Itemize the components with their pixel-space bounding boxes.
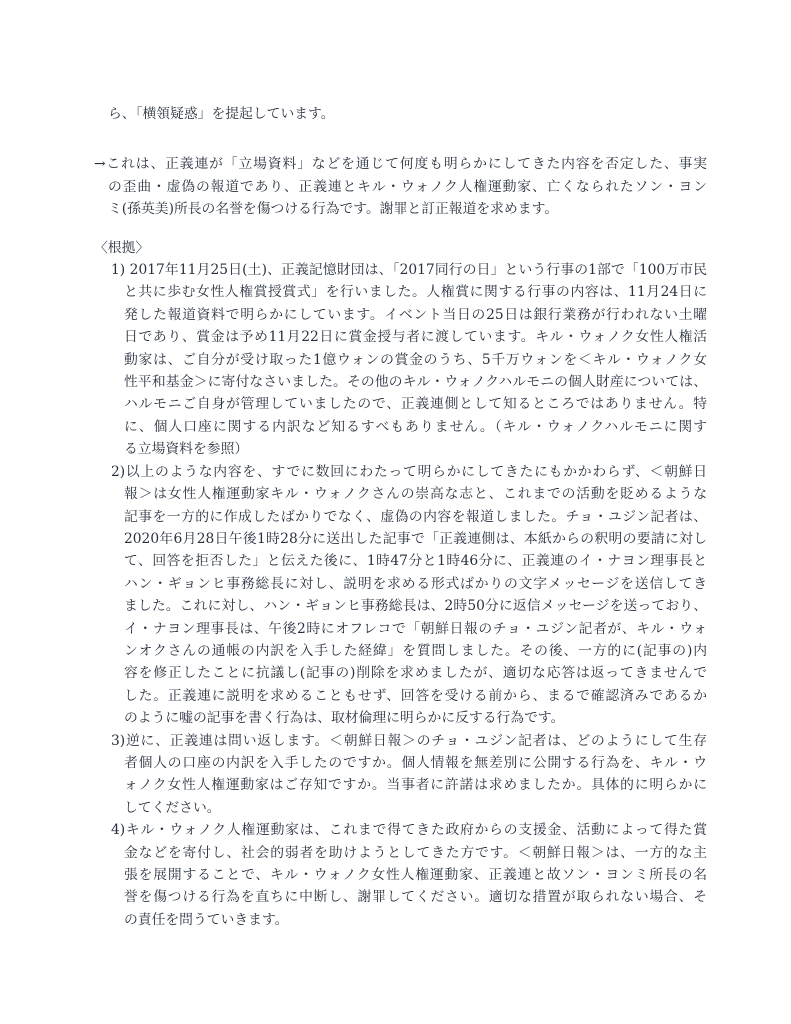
- evidence-item-2: [94, 461, 707, 730]
- text-line: ました。これに対し、ハン・ギョンヒ事務総長は、2時50分に返信メッセージを送っており、: [124, 598, 707, 615]
- text-line: した。正義連に説明を求めることもせず、回答を受ける前から、まるで確認済みであるか: [124, 687, 707, 704]
- text-line: 動家は、ご自分が受け取った1億ウォンの賞金のうち、5千万ウォンを＜キル・ウォノク女: [124, 351, 707, 368]
- rebuttal-paragraph: [94, 153, 707, 220]
- evidence-item-4: [94, 819, 707, 931]
- text-line: のように嘘の記事を書く行為は、取材倫理に明らかに反する行為です。: [124, 710, 565, 727]
- text-line: →これは、正義連が「立場資料」などを通じて何度も明らかにしてきた内容を否定した、事実: [94, 156, 707, 173]
- text-line: ら、「横領疑惑」を提起しています。: [108, 106, 335, 122]
- text-line: 2020年6月28日午後1時28分に送出した記事で「正義連側は、本紙からの釈明の要請に対し: [124, 530, 707, 547]
- text-line: 金などを寄付し、社会的弱者を助けようとしてきた方です。＜朝鮮日報＞は、一方的な主: [124, 844, 707, 861]
- text-line: ォノク女性人権運動家はご存知ですか。当事者に許諾は求めましたか。具体的に明らかに: [124, 777, 707, 794]
- text-line: 記事を一方的に作成したばかりでなく、虚偽の内容を報道しました。チョ・ユジン記者は、: [124, 508, 707, 525]
- text-line: 報＞は女性人権運動家キル・ウォノクさんの崇高な志と、これまでの活動を貶めるような: [124, 486, 707, 503]
- text-line: 誉を傷つける行為を直ちに中断し、謝罪してください。適切な措置が取られない場合、そ: [124, 889, 707, 906]
- text-line: 者個人の口座の内訳を入手したのですか。個人情報を無差別に公開する行為を、キル・ウ: [124, 754, 707, 771]
- text-line: 2)以上のような内容を、すでに数回にわたって明らかにしてきたにもかかわらず、＜朝鮮日: [111, 463, 707, 480]
- text-line: ンオクさんの通帳の内訳を入手した経緯」を質問しました。その後、一方的に(記事の)内: [124, 642, 707, 659]
- text-line: る立場資料を参照）: [124, 441, 249, 458]
- text-line: ハルモニご自身が管理していましたので、正義連側として知るところではありません。特: [124, 396, 707, 413]
- text-line: 4)キル・ウォノク人権運動家は、これまで得てきた政府からの支援金、活動によって得た賞: [111, 822, 707, 839]
- text-line: て、回答を拒否した」と伝えた後に、1時47分と1時46分に、正義連のイ・ナヨン理事長と: [124, 553, 707, 570]
- text-line: 1) 2017年11月25日(土)、正義記憶財団は、「2017同行の日」という行事の1部で「100万市民: [111, 262, 707, 279]
- text-line: してください。: [124, 799, 221, 816]
- text-line: と共に歩む女性人権賞授賞式」を行いました。人権賞に関する行事の内容は、11月24日に: [124, 284, 707, 301]
- text-line: 容を修正したことに抗議し(記事の)削除を求めましたが、適切な応答は返ってきませんで: [124, 665, 707, 682]
- text-line: 張を展開することで、キル・ウォノク女性人権運動家、正義連と故ソン・ヨンミ所長の名: [124, 867, 707, 883]
- text-line: イ・ナヨン理事長は、午後2時にオフレコで「朝鮮日報のチョ・ユジン記者が、キル・ウォ: [124, 620, 707, 637]
- basis-heading: 〈根拠〉: [94, 239, 150, 256]
- evidence-item-1: [94, 259, 707, 461]
- evidence-item-3: [94, 730, 707, 820]
- text-line: ミ(孫英美)所長の名誉を傷つける行為です。謝罪と訂正報道を求めます。: [108, 201, 559, 218]
- text-line: 発した報道資料で明らかにしています。イベント当日の25日は銀行業務が行われない土曜: [124, 306, 707, 323]
- evidence-list: [94, 259, 707, 931]
- text-line: の責任を問うていきます。: [124, 911, 289, 928]
- text-line: に、個人口座に関する内訳など知るすべもありません。（キル・ウォノクハルモニに関す: [124, 418, 707, 435]
- text-line: 性平和基金＞に寄付なさいました。その他のキル・ウォノクハルモニの個人財産については、: [124, 374, 707, 391]
- text-line: ハン・ギョンヒ事務総長に対し、説明を求める形式ばかりの文字メッセージを送信してき: [124, 575, 707, 592]
- text-line: の歪曲・虚偽の報道であり、正義連とキル・ウォノク人権運動家、亡くなられたソン・ヨン: [108, 178, 707, 195]
- intro-continuation-paragraph: [94, 103, 707, 125]
- text-line: 日であり、賞金は予め11月22日に賞金授与者に渡しています。キル・ウォノク女性人権活: [124, 329, 707, 346]
- blank-line: [94, 125, 707, 153]
- text-line: 3)逆に、正義連は問い返します。＜朝鮮日報＞のチョ・ユジン記者は、どのようにして生存: [111, 732, 707, 749]
